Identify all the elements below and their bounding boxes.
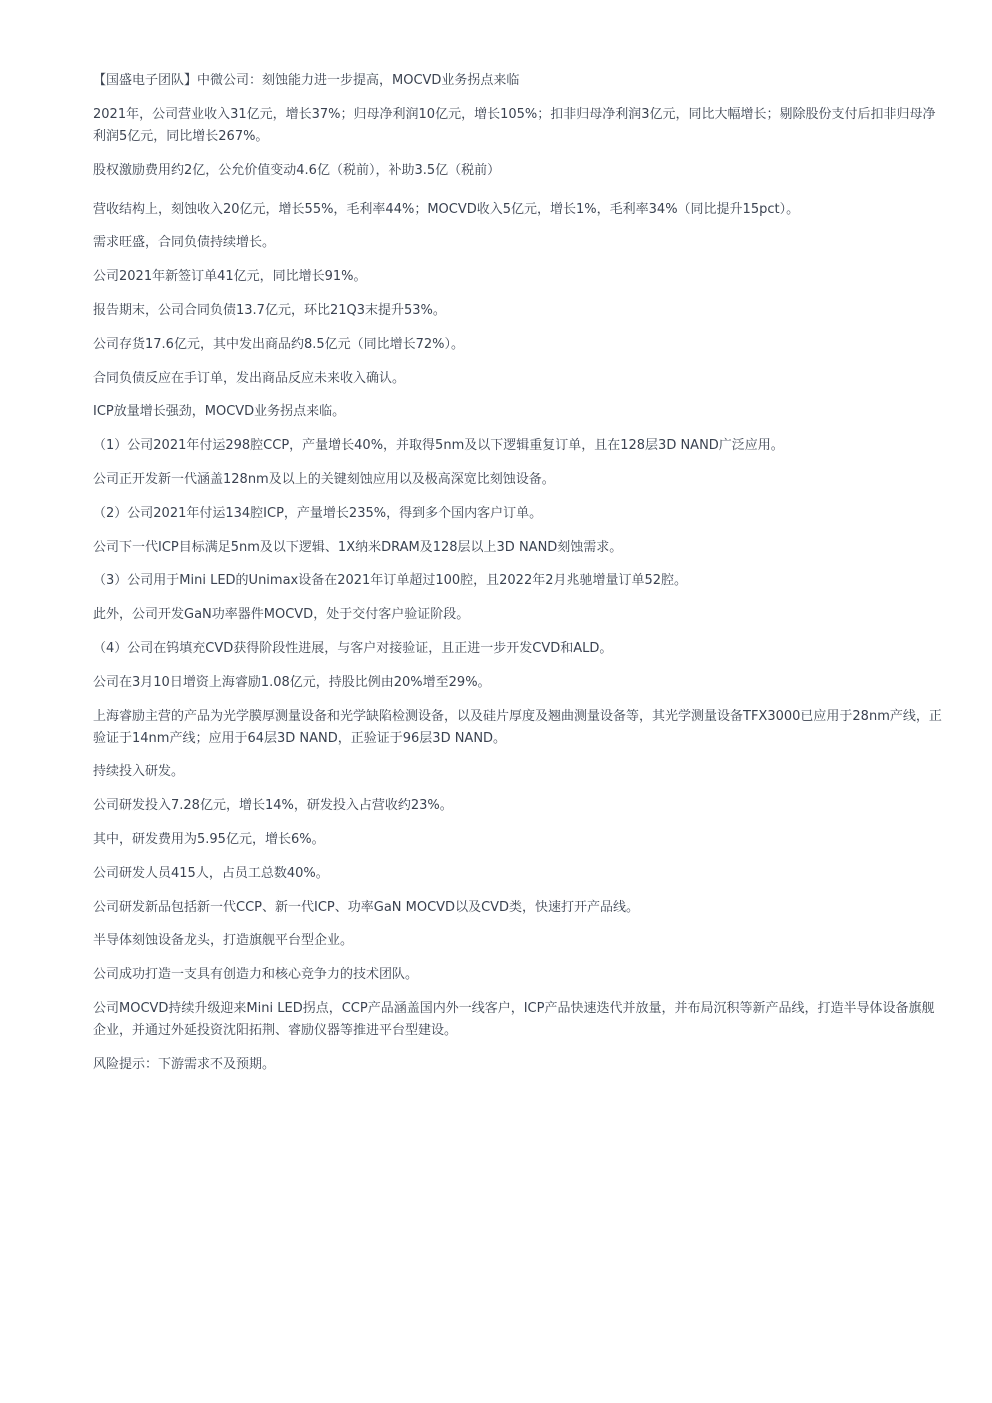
paragraph-inventory: 公司存货17.6亿元，其中发出商品约8.5亿元（同比增长72%）。 bbox=[93, 336, 465, 352]
paragraph-rd-products: 公司研发新品包括新一代CCP、新一代ICP、功率GaN MOCVD以及CVD类，快速打开产品线。 bbox=[93, 899, 640, 915]
list-item-cvd: （4）公司在钨填充CVD获得阶段性进展，与客户对接验证，且正进一步开发CVD和ALD。 bbox=[93, 640, 613, 656]
section-heading-rd: 持续投入研发。 bbox=[93, 764, 185, 780]
paragraph-icp-next-gen: 公司下一代ICP目标满足5nm及以下逻辑、1X纳米DRAM及128层以上3D NAND刻蚀需求。 bbox=[93, 539, 623, 555]
list-item-ccp: （1）公司2021年付运298腔CCP，产量增长40%，并取得5nm及以下逻辑重复订单，且在128层3D NAND广泛应用。 bbox=[93, 438, 784, 454]
document-title: 【国盛电子团队】中微公司：刻蚀能力进一步提高，MOCVD业务拐点来临 bbox=[93, 73, 520, 88]
paragraph-rd-staff: 公司研发人员415人，占员工总数40%。 bbox=[93, 865, 329, 881]
paragraph-investment: 公司在3月10日增资上海睿励1.08亿元，持股比例由20%增至29%。 bbox=[93, 674, 491, 690]
paragraph-outlook: 公司MOCVD持续升级迎来Mini LED拐点，CCP产品涵盖国内外一线客户，ICP产品快速迭代并放量，并布局沉积等新产品线，打造半导体设备旗舰企业，并通过外延投资沈阳拓荆、睿励仪器等推进平台型建设。 bbox=[93, 1000, 935, 1038]
paragraph-rd-investment: 公司研发投入7.28亿元，增长14%，研发投入占营收约23%。 bbox=[93, 798, 453, 814]
paragraph-orders-note: 合同负债反应在手订单，发出商品反应未来收入确认。 bbox=[93, 370, 406, 386]
paragraph-new-orders: 公司2021年新签订单41亿元，同比增长91%。 bbox=[93, 269, 367, 285]
section-heading-leader: 半导体刻蚀设备龙头，打造旗舰平台型企业。 bbox=[93, 933, 354, 949]
paragraph-ccp-development: 公司正开发新一代涵盖128nm及以上的关键刻蚀应用以及极高深宽比刻蚀设备。 bbox=[93, 471, 555, 487]
paragraph-revenue-structure: 营收结构上，刻蚀收入20亿元，增长55%，毛利率44%；MOCVD收入5亿元，增长1%，毛利率34%（同比提升15pct）。 bbox=[93, 201, 800, 217]
paragraph-contract-liabilities: 报告期末，公司合同负债13.7亿元，环比21Q3末提升53%。 bbox=[93, 302, 446, 318]
paragraph-equity-incentive: 股权激励费用约2亿，公允价值变动4.6亿（税前），补助3.5亿（税前） bbox=[93, 162, 501, 178]
paragraph-raintree-products: 上海睿励主营的产品为光学膜厚测量设备和光学缺陷检测设备，以及硅片厚度及翘曲测量设备等，其光学测量设备TFX3000已应用于28nm产线，正验证于14nm产线；应用于64层3D NAND，正验证于96层3D NAND。 bbox=[93, 708, 942, 746]
paragraph-revenue-summary: 2021年，公司营业收入31亿元，增长37%；归母净利润10亿元，增长105%；扣非归母净利润3亿元，同比大幅增长；剔除股份支付后扣非归母净利润5亿元，同比增长267%。 bbox=[93, 106, 936, 144]
section-heading-icp: ICP放量增长强劲，MOCVD业务拐点来临。 bbox=[93, 404, 346, 420]
document-body bbox=[93, 70, 943, 1088]
list-item-icp: （2）公司2021年付运134腔ICP，产量增长235%，得到多个国内客户订单。 bbox=[93, 505, 543, 521]
paragraph-risk: 风险提示：下游需求不及预期。 bbox=[93, 1056, 276, 1072]
paragraph-team: 公司成功打造一支具有创造力和核心竞争力的技术团队。 bbox=[93, 967, 419, 983]
section-heading-demand: 需求旺盛，合同负债持续增长。 bbox=[93, 235, 276, 251]
paragraph-rd-expense: 其中，研发费用为5.95亿元，增长6%。 bbox=[93, 831, 325, 847]
list-item-mini-led: （3）公司用于Mini LED的Unimax设备在2021年订单超过100腔，且2022年2月兆驰增量订单52腔。 bbox=[93, 573, 688, 589]
paragraph-gan-mocvd: 此外，公司开发GaN功率器件MOCVD，处于交付客户验证阶段。 bbox=[93, 607, 470, 623]
